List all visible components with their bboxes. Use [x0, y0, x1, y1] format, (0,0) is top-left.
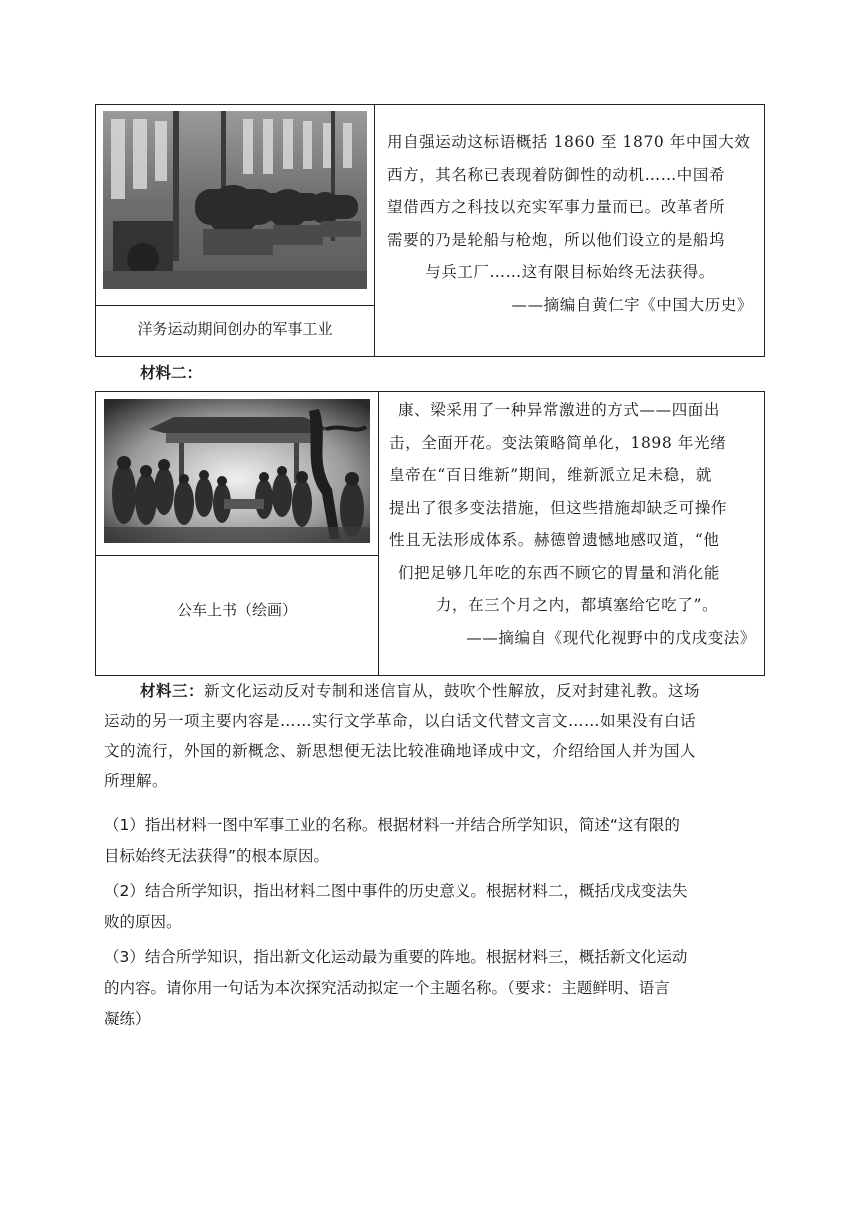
material2-caption: 公车上书（绘画）: [176, 601, 297, 619]
material2-text: [389, 394, 756, 654]
text-line: 所理解。: [104, 772, 169, 790]
question-1: [104, 810, 764, 872]
text-line: （2）结合所学知识，指出材料二图中事件的历史意义。根据材料二，概括戊戌变法失: [104, 882, 688, 900]
material2-label: 材料二：: [140, 363, 203, 382]
text-line: 的内容。请你用一句话为本次探究活动拟定一个主题名称。（要求：主题鲜明、语言: [104, 979, 670, 997]
text-line: 康、梁采用了一种异常激进的方式——四面出: [398, 401, 721, 419]
text-line: 提出了很多变法措施，但这些措施却缺乏可操作: [389, 498, 728, 517]
text-line: 文的流行，外国的新概念、新思想便无法比较准确地译成中文，介绍给国人并为国人: [104, 742, 697, 760]
material2-caption-divider: [95, 555, 379, 556]
question-2: [104, 876, 764, 938]
text-line: 击，全面开花。变法策略简单化，1898 年光绪: [389, 433, 727, 452]
source-citation: ——摘编自黄仁宇《中国大历史》: [511, 295, 753, 314]
text-line: 皇帝在“百日维新”期间，维新派立足未稳，就: [389, 466, 712, 484]
text-line: 力，在三个月之内，都填塞给它吃了”。: [435, 596, 719, 614]
source-citation: ——摘编自《现代化视野中的戊戌变法》: [466, 628, 756, 647]
text-line: 败的原因。: [104, 913, 182, 931]
text-line: 西方，其名称已表现着防御性的动机……中国希: [387, 165, 726, 184]
material1-divider: [374, 104, 375, 357]
military-factory-photo: [103, 111, 367, 289]
text-line: 与兵工厂……这有限目标始终无法获得。: [425, 263, 715, 281]
material1-caption-divider: [95, 305, 375, 306]
material2-divider: [378, 391, 379, 676]
material1-caption: 洋务运动期间创办的军事工业: [137, 320, 333, 338]
text-line: （3）结合所学知识，指出新文化运动最为重要的阵地。根据材料三，概括新文化运动: [104, 948, 688, 966]
gongche-shangshu-painting: [104, 399, 370, 543]
text-span: 新文化运动反对专制和迷信盲从，鼓吹个性解放，反对封建礼教。这场: [204, 682, 701, 700]
text-line: 运动的另一项主要内容是……实行文学革命，以白话文代替文言文……如果没有白话: [104, 712, 697, 730]
text-line: 用自强运动这标语概括 1860 至 1870 年中国大效: [387, 133, 751, 151]
text-line: 需要的乃是轮船与枪炮，所以他们设立的是船坞: [387, 230, 726, 249]
material3-label: 材料三：: [140, 681, 205, 700]
text-line: （1）指出材料一图中军事工业的名称。根据材料一并结合所学知识，简述“这有限的: [104, 816, 680, 834]
material1-text: [387, 126, 753, 321]
text-line: 们把足够几年吃的东西不顾它的胃量和消化能: [398, 563, 721, 582]
text-line: 目标始终无法获得”的根本原因。: [104, 847, 330, 865]
question-3: [104, 942, 764, 1035]
text-line: 性且无法形成体系。赫德曾遗憾地感叹道，“他: [389, 531, 720, 549]
text-line: 凝练）: [104, 1010, 151, 1028]
material3-text: [104, 676, 754, 796]
text-line: [104, 676, 754, 706]
text-line: 望借西方之科技以充实军事力量而已。改革者所: [387, 198, 726, 216]
